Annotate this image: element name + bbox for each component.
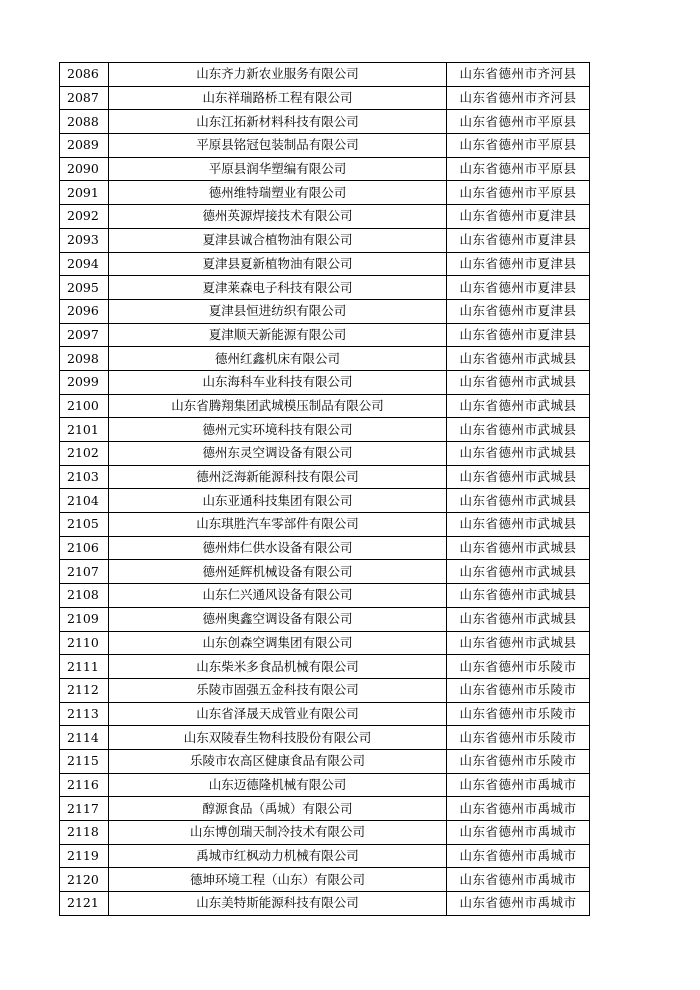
row-number: 2120 — [60, 868, 109, 892]
company-name: 山东双陵春生物科技股份有限公司 — [109, 726, 447, 750]
table-row — [60, 773, 590, 797]
company-name: 德州奥鑫空调设备有限公司 — [109, 607, 447, 631]
table-row — [60, 536, 590, 560]
company-name: 乐陵市固强五金科技有限公司 — [109, 678, 447, 702]
table-body — [60, 63, 590, 916]
company-name: 德州英源焊接技术有限公司 — [109, 205, 447, 229]
table-row — [60, 299, 590, 323]
company-name: 德州泛海新能源科技有限公司 — [109, 465, 447, 489]
region-name: 山东省德州市禹城市 — [447, 868, 590, 892]
row-number: 2092 — [60, 205, 109, 229]
region-name: 山东省德州市武城县 — [447, 370, 590, 394]
table-row — [60, 844, 590, 868]
region-name: 山东省德州市夏津县 — [447, 228, 590, 252]
table-row — [60, 678, 590, 702]
row-number: 2113 — [60, 702, 109, 726]
table-row — [60, 442, 590, 466]
company-name: 德州东灵空调设备有限公司 — [109, 442, 447, 466]
row-number: 2098 — [60, 347, 109, 371]
region-name: 山东省德州市武城县 — [447, 584, 590, 608]
row-number: 2109 — [60, 607, 109, 631]
company-name: 山东迈德隆机械有限公司 — [109, 773, 447, 797]
table-row — [60, 323, 590, 347]
region-name: 山东省德州市禹城市 — [447, 844, 590, 868]
table-row — [60, 276, 590, 300]
row-number: 2112 — [60, 678, 109, 702]
row-number: 2114 — [60, 726, 109, 750]
region-name: 山东省德州市禹城市 — [447, 773, 590, 797]
row-number: 2119 — [60, 844, 109, 868]
company-name: 德州延辉机械设备有限公司 — [109, 560, 447, 584]
region-name: 山东省德州市夏津县 — [447, 323, 590, 347]
region-name: 山东省德州市武城县 — [447, 394, 590, 418]
company-name: 山东美特斯能源科技有限公司 — [109, 892, 447, 916]
region-name: 山东省德州市乐陵市 — [447, 655, 590, 679]
region-name: 山东省德州市武城县 — [447, 418, 590, 442]
table-row — [60, 892, 590, 916]
region-name: 山东省德州市武城县 — [447, 442, 590, 466]
table-row — [60, 631, 590, 655]
company-name: 山东省腾翔集团武城模压制品有限公司 — [109, 394, 447, 418]
region-name: 山东省德州市乐陵市 — [447, 702, 590, 726]
company-name: 山东创森空调集团有限公司 — [109, 631, 447, 655]
row-number: 2101 — [60, 418, 109, 442]
table-row — [60, 702, 590, 726]
company-name: 醇源食品（禹城）有限公司 — [109, 797, 447, 821]
row-number: 2102 — [60, 442, 109, 466]
table-row — [60, 181, 590, 205]
region-name: 山东省德州市夏津县 — [447, 299, 590, 323]
row-number: 2100 — [60, 394, 109, 418]
row-number: 2093 — [60, 228, 109, 252]
row-number: 2091 — [60, 181, 109, 205]
region-name: 山东省德州市武城县 — [447, 631, 590, 655]
company-name: 乐陵市农高区健康食品有限公司 — [109, 749, 447, 773]
row-number: 2086 — [60, 63, 109, 87]
company-name: 山东琪胜汽车零部件有限公司 — [109, 513, 447, 537]
row-number: 2117 — [60, 797, 109, 821]
company-name: 山东柴米多食品机械有限公司 — [109, 655, 447, 679]
table-row — [60, 134, 590, 158]
row-number: 2116 — [60, 773, 109, 797]
company-name: 德州维特瑞塑业有限公司 — [109, 181, 447, 205]
company-name: 德坤环境工程（山东）有限公司 — [109, 868, 447, 892]
row-number: 2111 — [60, 655, 109, 679]
region-name: 山东省德州市武城县 — [447, 560, 590, 584]
region-name: 山东省德州市夏津县 — [447, 252, 590, 276]
region-name: 山东省德州市夏津县 — [447, 276, 590, 300]
row-number: 2108 — [60, 584, 109, 608]
company-name: 夏津顺天新能源有限公司 — [109, 323, 447, 347]
region-name: 山东省德州市武城县 — [447, 513, 590, 537]
company-name: 夏津莱森电子科技有限公司 — [109, 276, 447, 300]
table-row — [60, 513, 590, 537]
row-number: 2099 — [60, 370, 109, 394]
table-row — [60, 489, 590, 513]
company-name: 山东海科车业科技有限公司 — [109, 370, 447, 394]
region-name: 山东省德州市乐陵市 — [447, 726, 590, 750]
company-name: 平原县铭冠包装制品有限公司 — [109, 134, 447, 158]
company-name: 山东齐力新农业服务有限公司 — [109, 63, 447, 87]
table-row — [60, 868, 590, 892]
row-number: 2110 — [60, 631, 109, 655]
region-name: 山东省德州市夏津县 — [447, 205, 590, 229]
table-row — [60, 157, 590, 181]
row-number: 2118 — [60, 821, 109, 845]
company-name: 平原县润华塑编有限公司 — [109, 157, 447, 181]
table-row — [60, 86, 590, 110]
table-row — [60, 655, 590, 679]
region-name: 山东省德州市平原县 — [447, 181, 590, 205]
table-row — [60, 63, 590, 87]
table-row — [60, 584, 590, 608]
table-row — [60, 252, 590, 276]
table-row — [60, 726, 590, 750]
table-row — [60, 607, 590, 631]
region-name: 山东省德州市武城县 — [447, 489, 590, 513]
company-name: 山东祥瑞路桥工程有限公司 — [109, 86, 447, 110]
table-row — [60, 370, 590, 394]
company-name: 德州炜仁供水设备有限公司 — [109, 536, 447, 560]
row-number: 2089 — [60, 134, 109, 158]
table-row — [60, 797, 590, 821]
table-row — [60, 394, 590, 418]
region-name: 山东省德州市平原县 — [447, 110, 590, 134]
company-name: 山东仁兴通风设备有限公司 — [109, 584, 447, 608]
company-name: 夏津县恒进纺织有限公司 — [109, 299, 447, 323]
row-number: 2094 — [60, 252, 109, 276]
region-name: 山东省德州市武城县 — [447, 347, 590, 371]
region-name: 山东省德州市齐河县 — [447, 86, 590, 110]
company-name: 山东亚通科技集团有限公司 — [109, 489, 447, 513]
company-name: 山东博创瑞天制冷技术有限公司 — [109, 821, 447, 845]
region-name: 山东省德州市乐陵市 — [447, 749, 590, 773]
region-name: 山东省德州市禹城市 — [447, 797, 590, 821]
company-name: 德州元实环境科技有限公司 — [109, 418, 447, 442]
company-name: 夏津县诚合植物油有限公司 — [109, 228, 447, 252]
region-name: 山东省德州市齐河县 — [447, 63, 590, 87]
company-name: 德州红鑫机床有限公司 — [109, 347, 447, 371]
table-row — [60, 749, 590, 773]
row-number: 2096 — [60, 299, 109, 323]
company-name: 山东江拓新材料科技有限公司 — [109, 110, 447, 134]
company-name: 禹城市红枫动力机械有限公司 — [109, 844, 447, 868]
table-row — [60, 110, 590, 134]
table-row — [60, 560, 590, 584]
table-row — [60, 465, 590, 489]
region-name: 山东省德州市武城县 — [447, 465, 590, 489]
row-number: 2090 — [60, 157, 109, 181]
row-number: 2104 — [60, 489, 109, 513]
region-name: 山东省德州市平原县 — [447, 134, 590, 158]
region-name: 山东省德州市武城县 — [447, 607, 590, 631]
company-name: 夏津县夏新植物油有限公司 — [109, 252, 447, 276]
table-row — [60, 821, 590, 845]
company-name: 山东省泽晟天成管业有限公司 — [109, 702, 447, 726]
region-name: 山东省德州市武城县 — [447, 536, 590, 560]
row-number: 2097 — [60, 323, 109, 347]
region-name: 山东省德州市平原县 — [447, 157, 590, 181]
region-name: 山东省德州市禹城市 — [447, 821, 590, 845]
row-number: 2115 — [60, 749, 109, 773]
table-row — [60, 205, 590, 229]
row-number: 2087 — [60, 86, 109, 110]
company-list-table — [59, 62, 590, 916]
region-name: 山东省德州市禹城市 — [447, 892, 590, 916]
region-name: 山东省德州市乐陵市 — [447, 678, 590, 702]
table-row — [60, 418, 590, 442]
row-number: 2121 — [60, 892, 109, 916]
row-number: 2107 — [60, 560, 109, 584]
table-row — [60, 347, 590, 371]
row-number: 2095 — [60, 276, 109, 300]
row-number: 2088 — [60, 110, 109, 134]
table-row — [60, 228, 590, 252]
row-number: 2103 — [60, 465, 109, 489]
row-number: 2106 — [60, 536, 109, 560]
row-number: 2105 — [60, 513, 109, 537]
